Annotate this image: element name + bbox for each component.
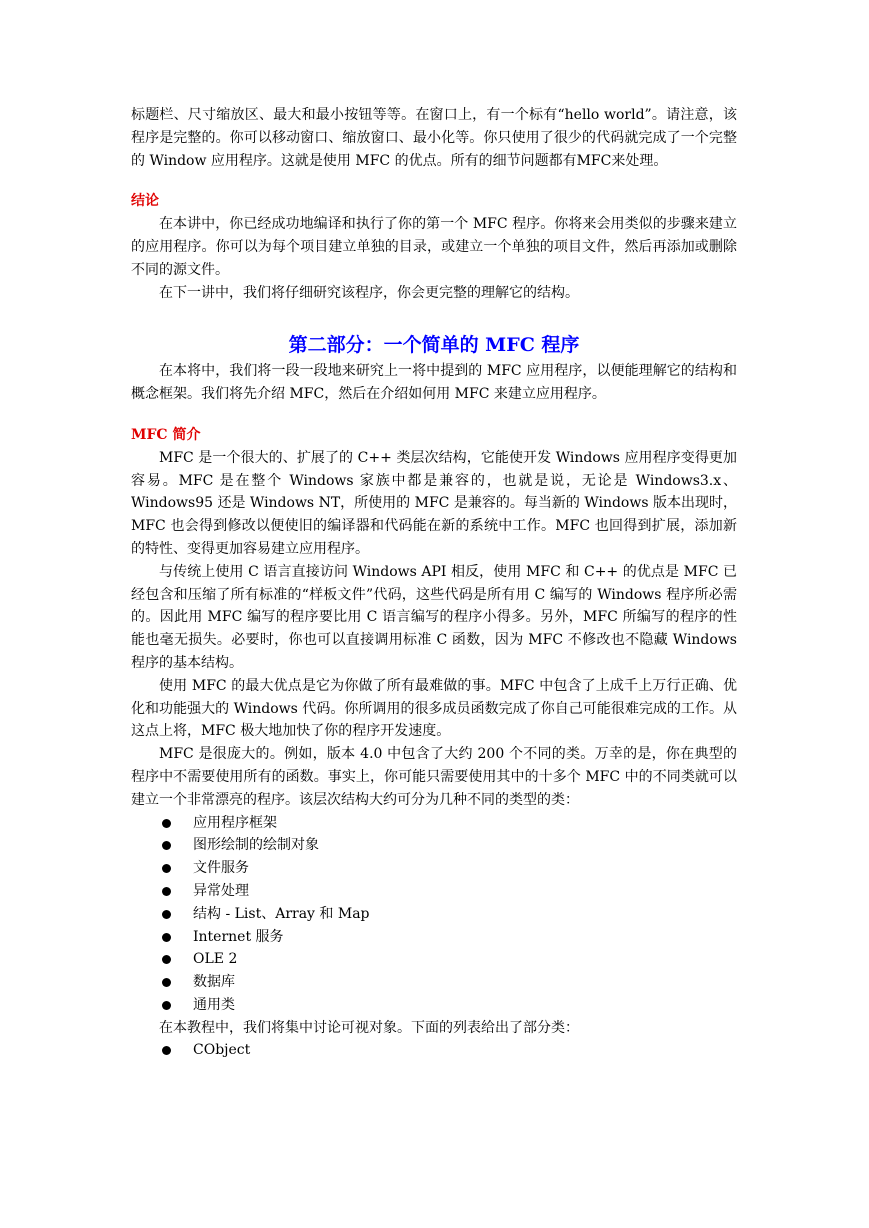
list-item-text: Internet 服务 (193, 928, 284, 945)
list-item-text: 文件服务 (193, 860, 249, 877)
list-item-text: 应用程序框架 (193, 814, 277, 831)
list-item (131, 1039, 737, 1062)
list-item (131, 880, 737, 903)
list-item (131, 971, 737, 994)
bullet-icon (162, 978, 171, 987)
list-item-text: 图形绘制的绘制对象 (193, 837, 319, 854)
bullet-icon (162, 819, 171, 828)
list-item (131, 948, 737, 971)
list-item (131, 994, 737, 1017)
list-item (131, 834, 737, 857)
document-page (131, 104, 737, 1062)
list-item (131, 926, 737, 949)
list-item (131, 812, 737, 835)
list-item-text: 数据库 (193, 974, 235, 991)
bullet-icon (162, 955, 171, 964)
body-paragraph: 在本讲中，你已经成功地编译和执行了你的第一个 MFC 程序。你将来会用类似的步骤来建立的应用程序。你可以为每个项目建立单独的目录，或建立一个单独的项目文件，然后再添加或删除不同的源文件。 (131, 216, 737, 278)
bullet-icon (162, 1001, 171, 1010)
bullet-icon (162, 864, 171, 873)
section-heading-mfc-intro: MFC 简介 (131, 426, 201, 443)
body-paragraph: MFC 是一个很大的、扩展了的 C++ 类层次结构，它能使开发 Windows 应用程序变得更加容易。MFC 是在整个 Windows 家族中都是兼容的，也就是说，无论是 Windows3.x、Windows95 还是 Windows NT，所使用的 MFC 是兼容的。每当新的 Windows 版本出现时，MFC 也会得到修改以便使旧的编译器和代码能在新的系统中工作。MFC 也回得到扩展，添加新的特性、变得更加容易建立应用程序。 (131, 449, 737, 557)
body-paragraph: 标题栏、尺寸缩放区、最大和最小按钮等等。在窗口上，有一个标有“hello world”。请注意，该程序是完整的。你可以移动窗口、缩放窗口、最小化等。你只使用了很少的代码就完成了一个完整的 Window 应用程序。这就是使用 MFC 的优点。所有的细节问题都有MFC来处理。 (131, 107, 737, 169)
list-item-text: 结构 - List、Array 和 Map (193, 905, 370, 922)
section-heading-conclusion: 结论 (131, 193, 159, 210)
list-item (131, 903, 737, 926)
list-item-text: 通用类 (193, 996, 235, 1013)
bullet-icon (162, 933, 171, 942)
body-paragraph: 使用 MFC 的最大优点是它为你做了所有最难做的事。MFC 中包含了上成千上万行正确、优化和功能强大的 Windows 代码。你所调用的很多成员函数完成了你自己可能很难完成的工作。从这点上将，MFC 极大地加快了你的程序开发速度。 (131, 677, 737, 740)
class-type-list (131, 812, 737, 1017)
body-paragraph: 在本将中，我们将一段一段地来研究上一将中提到的 MFC 应用程序，以便能理解它的结构和概念框架。我们将先介绍 MFC，然后在介绍如何用 MFC 来建立应用程序。 (131, 363, 737, 403)
bullet-icon (162, 1046, 171, 1055)
part-title: 第二部分：一个简单的 MFC 程序 (288, 334, 580, 357)
bullet-icon (162, 841, 171, 850)
list-item-text: OLE 2 (193, 951, 238, 968)
list-item-text: 异常处理 (193, 882, 249, 899)
bullet-icon (162, 910, 171, 919)
list-item-text: CObject (193, 1042, 251, 1059)
body-paragraph: 在下一讲中，我们将仔细研究该程序，你会更完整的理解它的结构。 (159, 284, 579, 301)
body-paragraph: 在本教程中，我们将集中讨论可视对象。下面的列表给出了部分类： (159, 1019, 579, 1036)
visual-class-list (131, 1039, 737, 1062)
body-paragraph: MFC 是很庞大的。例如，版本 4.0 中包含了大约 200 个不同的类。万幸的是，你在典型的程序中不需要使用所有的函数。事实上，你可能只需要使用其中的十多个 MFC 中的不同类就可以建立一个非常漂亮的程序。该层次结构大约可分为几种不同的类型的类： (131, 746, 737, 808)
list-item (131, 857, 737, 880)
bullet-icon (162, 887, 171, 896)
body-paragraph: 与传统上使用 C 语言直接访问 Windows API 相反，使用 MFC 和 C++ 的优点是 MFC 已经包含和压缩了所有标准的“样板文件”代码，这些代码是所有用 C 编写的 Windows 程序所必需的。因此用 MFC 编写的程序要比用 C 语言编写的程序小得多。另外，MFC 所编写的程序的性能也毫无损失。必要时，你也可以直接调用标准 C 函数，因为 MFC 不修改也不隐藏 Windows 程序的基本结构。 (131, 563, 737, 671)
